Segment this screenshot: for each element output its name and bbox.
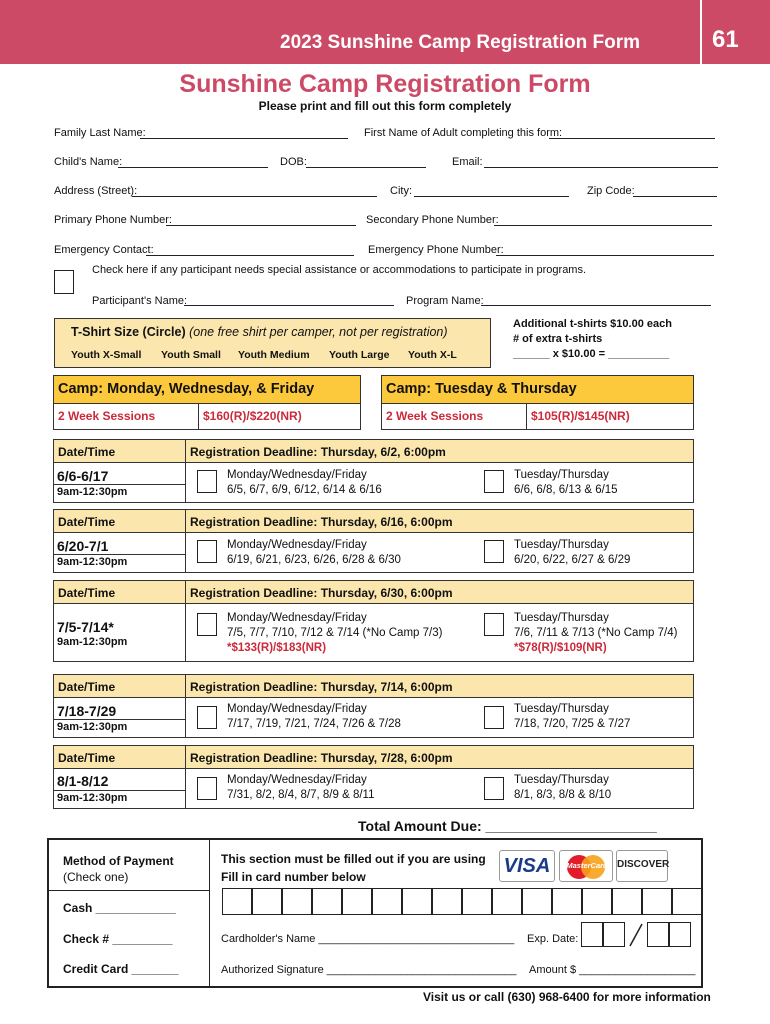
- mwf-title: Monday/Wednesday/Friday: [227, 612, 367, 624]
- session-range: 7/18-7/29: [57, 703, 117, 719]
- family-last-name-label: Family Last Name:: [54, 127, 146, 139]
- date-time-label: Date/Time: [58, 515, 116, 529]
- mwf-title: Monday/Wednesday/Friday: [227, 469, 367, 481]
- discover-text: DISCOVER: [617, 859, 670, 870]
- exp-year-digit-2[interactable]: [669, 922, 691, 947]
- card-digit-12[interactable]: [552, 888, 582, 915]
- cardholder-name-field[interactable]: Cardholder's Name ________________________________: [221, 933, 515, 945]
- assistance-checkbox[interactable]: [54, 270, 74, 294]
- range-divider: [54, 790, 185, 791]
- card-digit-11[interactable]: [522, 888, 552, 915]
- size-youth-medium[interactable]: Youth Medium: [238, 349, 310, 361]
- footer-contact: Visit us or call (630) 968-6400 for more information: [423, 990, 711, 1004]
- header-title: 2023 Sunshine Camp Registration Form: [280, 32, 641, 53]
- zip-label: Zip Code:: [587, 185, 635, 197]
- body-divider-line: [185, 769, 186, 808]
- card-digit-5[interactable]: [342, 888, 372, 915]
- session-range: 7/5-7/14*: [57, 619, 114, 635]
- program-name-field[interactable]: [481, 305, 711, 306]
- family-last-name-field[interactable]: [140, 138, 348, 139]
- session-block-5-body: [53, 769, 694, 809]
- mwf-session-checkbox[interactable]: [197, 540, 217, 563]
- dob-field[interactable]: [306, 167, 426, 168]
- camp-mwf-header: Camp: Monday, Wednesday, & Friday: [53, 375, 361, 404]
- session-block-1-header: [53, 439, 694, 463]
- tt-dates: 7/6, 7/11 & 7/13 (*No Camp 7/4): [514, 627, 678, 639]
- camp-tt-price: $105(R)/$145(NR): [531, 409, 630, 423]
- assistance-label: Check here if any participant needs special assistance or accommodations to participate in programs.: [92, 264, 587, 276]
- tt-title: Tuesday/Thursday: [514, 703, 609, 715]
- card-digit-15[interactable]: [642, 888, 672, 915]
- amount-field[interactable]: Amount $ ___________________: [529, 964, 696, 976]
- camp-mwf-sessions: 2 Week Sessions: [54, 404, 199, 429]
- session-time: 9am-12:30pm: [57, 721, 128, 733]
- session-block-3-body: [53, 604, 694, 662]
- size-youth-small[interactable]: Youth Small: [161, 349, 221, 361]
- zip-field[interactable]: [633, 196, 717, 197]
- session-block-2-header: [53, 509, 694, 533]
- tshirt-note: (one free shirt per camper, not per registration): [189, 325, 448, 339]
- header-bar: [0, 0, 770, 64]
- header-divider-line: [185, 510, 186, 532]
- payment-divider-vertical: [209, 840, 210, 986]
- primary-phone-field[interactable]: [166, 225, 356, 226]
- mwf-special-price: *$133(R)/$183(NR): [227, 642, 327, 654]
- emergency-phone-field[interactable]: [496, 255, 714, 256]
- date-time-label: Date/Time: [58, 751, 116, 765]
- mwf-dates: 7/17, 7/19, 7/21, 7/24, 7/26 & 7/28: [227, 718, 401, 730]
- participant-name-field[interactable]: [184, 305, 394, 306]
- total-amount-due[interactable]: Total Amount Due: ______________________: [358, 818, 657, 834]
- childs-name-label: Child's Name:: [54, 156, 123, 168]
- session-block-3-header: [53, 580, 694, 604]
- mastercard-text: MasterCard: [566, 861, 608, 870]
- exp-year-digit-1[interactable]: [647, 922, 669, 947]
- card-digit-7[interactable]: [402, 888, 432, 915]
- mwf-title: Monday/Wednesday/Friday: [227, 539, 367, 551]
- discover-logo: [616, 850, 668, 882]
- card-digit-1[interactable]: [222, 888, 252, 915]
- payment-credit-card[interactable]: Credit Card _______: [63, 962, 179, 976]
- exp-slash-icon: [627, 922, 645, 948]
- exp-date-label: Exp. Date:: [527, 933, 579, 945]
- session-block-4-header: [53, 674, 694, 698]
- card-digit-4[interactable]: [312, 888, 342, 915]
- primary-phone-label: Primary Phone Number:: [54, 214, 172, 226]
- tt-dates: 6/6, 6/8, 6/13 & 6/15: [514, 484, 618, 496]
- size-youth-xl[interactable]: Youth X-L: [408, 349, 457, 361]
- session-block-2-body: [53, 533, 694, 573]
- address-field[interactable]: [132, 196, 377, 197]
- card-digit-16[interactable]: [672, 888, 702, 915]
- first-name-adult-field[interactable]: [549, 138, 715, 139]
- mwf-session-option: [227, 773, 374, 803]
- registration-deadline: Registration Deadline: Thursday, 6/16, 6:00pm: [190, 515, 453, 529]
- payment-section: [47, 838, 703, 988]
- body-divider-line: [185, 533, 186, 572]
- address-label: Address (Street):: [54, 185, 138, 197]
- card-digit-10[interactable]: [492, 888, 522, 915]
- form-title: Sunshine Camp Registration Form: [179, 70, 591, 98]
- camp-tt-header: Camp: Tuesday & Thursday: [381, 375, 694, 404]
- tt-session-option: [514, 611, 677, 656]
- authorized-signature-field[interactable]: Authorized Signature _______________________________: [221, 964, 517, 976]
- mwf-session-checkbox[interactable]: [197, 706, 217, 729]
- credit-card-note: [221, 850, 486, 886]
- header-divider-line: [185, 581, 186, 603]
- method-of-payment-note: (Check one): [63, 870, 129, 884]
- tt-session-option: [514, 773, 611, 803]
- emergency-contact-field[interactable]: [146, 255, 354, 256]
- registration-deadline: Registration Deadline: Thursday, 6/30, 6:00pm: [190, 586, 453, 600]
- emergency-phone-label: Emergency Phone Number:: [368, 244, 504, 256]
- exp-month-digit-2[interactable]: [603, 922, 625, 947]
- tt-dates: 8/1, 8/3, 8/8 & 8/10: [514, 789, 612, 801]
- session-range: 6/20-7/1: [57, 538, 109, 554]
- session-time: 9am-12:30pm: [57, 556, 128, 568]
- tt-session-checkbox[interactable]: [484, 613, 504, 636]
- first-name-adult-label: First Name of Adult completing this form:: [364, 127, 563, 139]
- registration-deadline: Registration Deadline: Thursday, 7/28, 6:00pm: [190, 751, 453, 765]
- camp-tt-sessions-row: [381, 404, 694, 430]
- secondary-phone-field[interactable]: [494, 225, 712, 226]
- tt-special-price: *$78(R)/$109(NR): [514, 642, 607, 654]
- header-divider-line: [185, 440, 186, 462]
- mwf-session-option: [227, 702, 401, 732]
- body-divider-line: [185, 463, 186, 502]
- camp-mwf-sessions-row: [53, 404, 361, 430]
- body-divider-line: [185, 698, 186, 737]
- payment-check[interactable]: Check # _________: [63, 932, 173, 946]
- card-digit-13[interactable]: [582, 888, 612, 915]
- tt-title: Tuesday/Thursday: [514, 774, 609, 786]
- mwf-dates: 6/19, 6/21, 6/23, 6/26, 6/28 & 6/30: [227, 554, 401, 566]
- tt-session-checkbox[interactable]: [484, 470, 504, 493]
- city-field[interactable]: [414, 196, 569, 197]
- mwf-session-option: [227, 538, 401, 568]
- card-digit-3[interactable]: [282, 888, 312, 915]
- email-field[interactable]: [484, 167, 718, 168]
- header-divider: [700, 0, 702, 64]
- mwf-session-checkbox[interactable]: [197, 613, 217, 636]
- payment-cash[interactable]: Cash ____________: [63, 901, 176, 915]
- date-time-label: Date/Time: [58, 445, 116, 459]
- mwf-session-option: [227, 611, 442, 656]
- session-time: 9am-12:30pm: [57, 636, 128, 648]
- tt-dates: 7/18, 7/20, 7/25 & 7/27: [514, 718, 631, 730]
- registration-deadline: Registration Deadline: Thursday, 6/2, 6:00pm: [190, 445, 446, 459]
- extra-shirts-count: # of extra t-shirts: [513, 333, 603, 345]
- visa-logo: VISA: [499, 850, 555, 882]
- participant-name-label: Participant's Name:: [92, 295, 188, 307]
- tt-session-checkbox[interactable]: [484, 540, 504, 563]
- tt-session-checkbox[interactable]: [484, 706, 504, 729]
- card-digit-8[interactable]: [432, 888, 462, 915]
- session-range: 8/1-8/12: [57, 773, 109, 789]
- mwf-session-checkbox[interactable]: [197, 470, 217, 493]
- tshirt-title: [71, 325, 448, 339]
- card-digit-14[interactable]: [612, 888, 642, 915]
- header-divider-line: [185, 746, 186, 768]
- mwf-dates: 7/5, 7/7, 7/10, 7/12 & 7/14 (*No Camp 7/3): [227, 627, 443, 639]
- mwf-session-checkbox[interactable]: [197, 777, 217, 800]
- mwf-session-option: [227, 468, 382, 498]
- tt-title: Tuesday/Thursday: [514, 539, 609, 551]
- range-divider: [54, 554, 185, 555]
- secondary-phone-label: Secondary Phone Number:: [366, 214, 499, 226]
- extra-shirts-price: Additional t-shirts $10.00 each: [513, 318, 672, 330]
- range-divider: [54, 719, 185, 720]
- cc-note-line2: Fill in card number below: [221, 870, 366, 884]
- childs-name-field[interactable]: [118, 167, 268, 168]
- camp-tt-sessions: 2 Week Sessions: [382, 404, 527, 429]
- session-time: 9am-12:30pm: [57, 792, 128, 804]
- mwf-dates: 7/31, 8/2, 8/4, 8/7, 8/9 & 8/11: [227, 789, 375, 801]
- header-divider-line: [185, 675, 186, 697]
- exp-month-digit-1[interactable]: [581, 922, 603, 947]
- email-label: Email:: [452, 156, 483, 168]
- extra-shirts-total[interactable]: ______ x $10.00 = __________: [513, 348, 670, 360]
- session-block-4-body: [53, 698, 694, 738]
- session-block-1-body: [53, 463, 694, 503]
- tt-session-option: [514, 538, 630, 568]
- range-divider: [54, 484, 185, 485]
- city-label: City:: [390, 185, 412, 197]
- tshirt-title-text: T-Shirt Size (Circle): [71, 325, 186, 339]
- date-time-label: Date/Time: [58, 586, 116, 600]
- date-time-label: Date/Time: [58, 680, 116, 694]
- dob-label: DOB:: [280, 156, 307, 168]
- tt-session-checkbox[interactable]: [484, 777, 504, 800]
- payment-divider-horizontal: [49, 890, 209, 891]
- card-digit-9[interactable]: [462, 888, 492, 915]
- session-block-5-header: [53, 745, 694, 769]
- tt-session-option: [514, 702, 630, 732]
- session-time: 9am-12:30pm: [57, 486, 128, 498]
- emergency-contact-label: Emergency Contact:: [54, 244, 154, 256]
- registration-deadline: Registration Deadline: Thursday, 7/14, 6:00pm: [190, 680, 453, 694]
- mastercard-logo: [559, 850, 613, 882]
- body-divider-line: [185, 604, 186, 661]
- cc-note-line1: This section must be filled out if you are using: [221, 852, 486, 866]
- size-youth-large[interactable]: Youth Large: [329, 349, 390, 361]
- tt-title: Tuesday/Thursday: [514, 612, 609, 624]
- size-youth-xsmall[interactable]: Youth X-Small: [71, 349, 142, 361]
- card-digit-2[interactable]: [252, 888, 282, 915]
- mwf-title: Monday/Wednesday/Friday: [227, 703, 367, 715]
- card-digit-6[interactable]: [372, 888, 402, 915]
- page-number: 61: [712, 26, 739, 53]
- tshirt-size-box: [54, 318, 491, 368]
- tt-session-option: [514, 468, 618, 498]
- mwf-dates: 6/5, 6/7, 6/9, 6/12, 6/14 & 6/16: [227, 484, 382, 496]
- program-name-label: Program Name:: [406, 295, 484, 307]
- mwf-title: Monday/Wednesday/Friday: [227, 774, 367, 786]
- tt-dates: 6/20, 6/22, 6/27 & 6/29: [514, 554, 631, 566]
- tt-title: Tuesday/Thursday: [514, 469, 609, 481]
- camp-mwf-price: $160(R)/$220(NR): [203, 409, 302, 423]
- method-of-payment-title: Method of Payment: [63, 854, 174, 868]
- session-range: 6/6-6/17: [57, 468, 109, 484]
- form-subtitle: Please print and fill out this form completely: [258, 99, 512, 113]
